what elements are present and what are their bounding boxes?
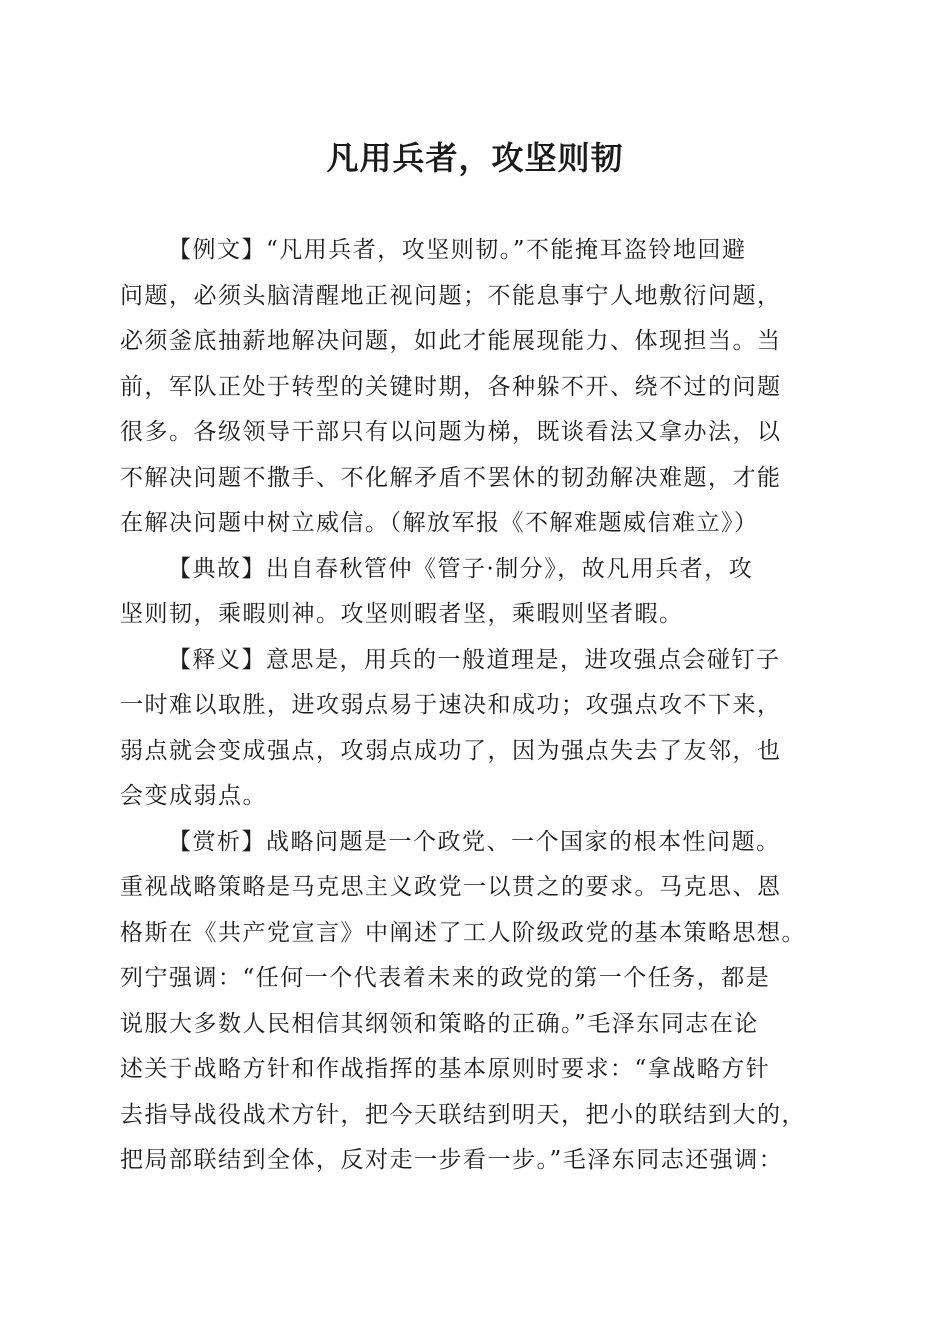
paragraph-appreciation — [120, 820, 832, 1184]
text-line: 前，军队正处于转型的关键时期，各种躲不开、绕不过的问题 — [120, 373, 782, 400]
document-title: 凡用兵者，攻坚则韧 — [326, 139, 624, 177]
text-line: 在解决问题中树立威信。（解放军报《不解难题威信难立》） — [120, 510, 759, 536]
text-line: 去指导战役战术方针，把今天联结到明天，把小的联结到大的， — [120, 1101, 806, 1128]
paragraph-allusion — [120, 547, 832, 638]
paragraph-example — [120, 228, 832, 547]
text-line: 把局部联结到全体，反对走一步看一步。”毛泽东同志还强调： — [120, 1147, 784, 1173]
text-line: 不解决问题不撒手、不化解矛盾不罢休的韧劲解决难题，才能 — [120, 464, 782, 491]
text-line: 重视战略策略是马克思主义政党一以贯之的要求。马克思、恩 — [120, 874, 782, 900]
text-line: 一时难以取胜，进攻弱点易于速决和成功；攻强点攻不下来， — [120, 692, 782, 718]
text-line: 会变成弱点。 — [120, 783, 267, 809]
paragraph-interpretation — [120, 638, 832, 820]
text-line: 述关于战略方针和作战指挥的基本原则时要求：“拿战略方针 — [120, 1056, 771, 1082]
text-line: 【典故】出自春秋管仲《管子·制分》，故凡用兵者，攻 — [168, 555, 754, 582]
text-line: 很多。各级领导干部只有以问题为梯，既谈看法又拿办法，以 — [120, 419, 782, 445]
document-body — [120, 228, 832, 1184]
text-line: 弱点就会变成强点，攻弱点成功了，因为强点失去了友邻，也 — [120, 737, 782, 764]
text-line: 格斯在《共产党宣言》中阐述了工人阶级政党的基本策略思想。 — [120, 919, 806, 946]
text-line: 说服大多数人民相信其纲领和策略的正确。”毛泽东同志在论 — [120, 1010, 759, 1037]
text-line: 【释义】意思是，用兵的一般道理是，进攻强点会碰钉子 — [168, 646, 781, 673]
text-line: 必须釜底抽薪地解决问题，如此才能展现能力、体现担当。当 — [120, 328, 782, 354]
text-line: 【例文】“凡用兵者，攻坚则韧。”不能掩耳盗铃地回避 — [168, 237, 747, 263]
text-line: 问题，必须头脑清醒地正视问题；不能息事宁人地敷衍问题， — [120, 282, 782, 309]
text-line: 列宁强调：“任何一个代表着未来的政党的第一个任务，都是 — [120, 965, 771, 991]
text-line: 坚则韧，乘暇则神。攻坚则暇者坚，乘暇则坚者暇。 — [120, 601, 684, 627]
text-line: 【赏析】战略问题是一个政党、一个国家的根本性问题。 — [168, 828, 781, 855]
